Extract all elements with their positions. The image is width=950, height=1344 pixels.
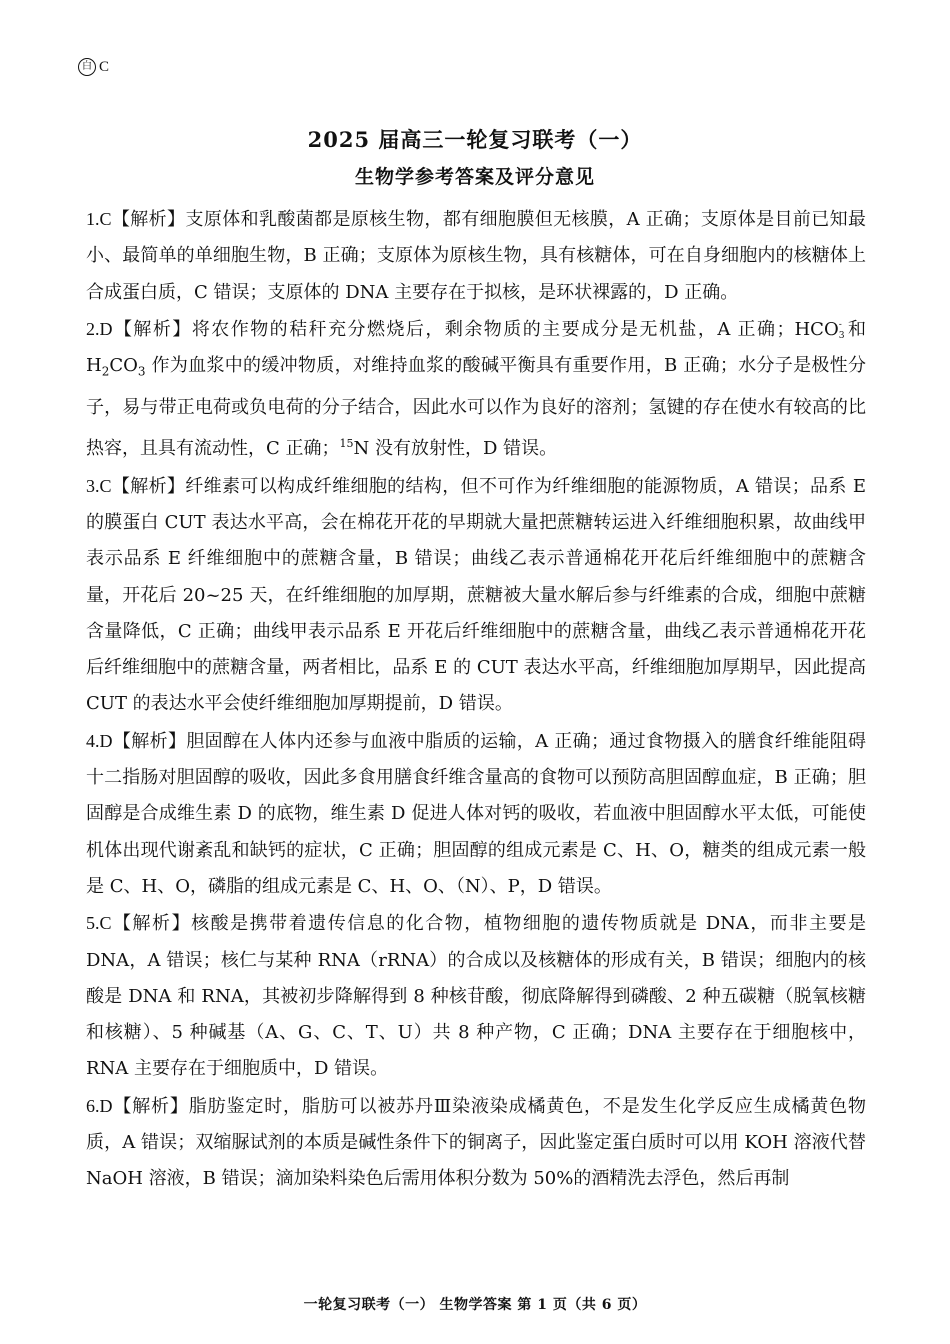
corner-letter: C xyxy=(99,58,110,75)
answer-label: 2.D【解析】 xyxy=(86,318,192,339)
answer-label: 3.C【解析】 xyxy=(86,475,186,496)
answer-text: N 没有放射性，D 错误。 xyxy=(353,438,558,460)
answer-text: 脂肪鉴定时，脂肪可以被苏丹Ⅲ染液染成橘黄色，不是发生化学反应生成橘黄色物质，A 错误；双缩脲试剂的本质是碱性条件下的铜离子，因此鉴定蛋白质时可以用 KOH 溶液代替 NaOH 溶液，B 错误；滴加染料染色后需用体积分数为 50%的酒精洗去浮色，然后再制 xyxy=(86,1095,867,1190)
corner-mark xyxy=(78,58,109,76)
count-sub: 3 xyxy=(838,329,845,341)
page-subtitle: 生物学参考答案及评分意见 xyxy=(354,166,595,188)
isotope-sup: 15 xyxy=(339,437,354,451)
answer-label: 4.D【解析】 xyxy=(86,730,187,751)
count-sub: 3 xyxy=(137,364,146,379)
page-title: 2025 届高三一轮复习联考（一） xyxy=(307,127,643,152)
answer-label: 5.C【解析】 xyxy=(86,913,192,934)
answer-label: 1.C【解析】 xyxy=(86,209,186,229)
answer-text: 和 H xyxy=(86,318,867,377)
answer-list xyxy=(86,201,866,1198)
answer-item-2 xyxy=(86,311,866,468)
answer-text: CO xyxy=(109,355,138,377)
answer-label: 6.D【解析】 xyxy=(86,1095,189,1116)
count-sub: 2 xyxy=(101,364,110,379)
answer-item-3 xyxy=(86,468,866,723)
answer-text: 作为血浆中的缓冲物质，对维持血浆的酸碱平衡具有重要作用，B 正确；水分子是极性分子，易与带正电荷或负电荷的分子结合，因此水可以作为良好的溶剂；氢键的存在使水有较高的比热容，且具有流动性，C 正确； xyxy=(86,355,866,460)
answer-item-6 xyxy=(86,1088,866,1198)
answer-text: 核酸是携带着遗传信息的化合物，植物细胞的遗传物质就是 DNA，而非主要是 DNA，A 错误；核仁与某种 RNA（rRNA）的合成以及核糖体的形成有关，B 错误；细胞内的核酸是 DNA 和 RNA，其被初步降解得到 8 种核苷酸，彻底降解得到磷酸、2 种五碳糖（脱氧核糖和核糖）、5 种碱基（A、G、C、T、U）共 8 种产物，C 正确；DNA 主要存在于细胞核中，RNA 主要存在于细胞质中，D 错误。 xyxy=(86,913,866,1080)
answer-item-5 xyxy=(86,905,866,1087)
answer-item-4 xyxy=(86,723,866,905)
answer-item-1 xyxy=(86,201,866,311)
ion-charge-stack xyxy=(839,319,845,341)
answer-text: 将农作物的秸秆充分燃烧后，剩余物质的主要成分是无机盐，A 正确；HCO xyxy=(191,318,839,340)
answer-text: 支原体和乳酸菌都是原核生物，都有细胞膜但无核膜，A 正确；支原体是目前已知最小、最简单的单细胞生物，B 正确；支原体为原核生物，具有核糖体，可在自身细胞内的核糖体上合成蛋白质，C 错误；支原体的 DNA 主要存在于拟核，是环状裸露的，D 正确。 xyxy=(86,209,866,303)
answer-text: 纤维素可以构成纤维细胞的结构，但不可作为纤维细胞的能源物质，A 错误；品系 E 的膜蛋白 CUT 表达水平高，会在棉花开花的早期就大量把蔗糖转运进入纤维细胞积累，故曲线甲表示品系 E 纤维细胞中的蔗糖含量，B 错误；曲线乙表示普通棉花开花后纤维细胞中的蔗糖含量，开花后 20~25 天，在纤维细胞的加厚期，蔗糖被大量水解后参与纤维素的合成，细胞中蔗糖含量降低，C 正确；曲线甲表示品系 E 开花后纤维细胞中的蔗糖含量，曲线乙表示普通棉花开花后纤维细胞中的蔗糖含量，两者相比，品系 E 的 CUT 表达水平高，纤维细胞加厚期早，因此提高 CUT 的表达水平会使纤维细胞加厚期提前，D 错误。 xyxy=(86,475,866,715)
circled-glyph-icon: 白 xyxy=(78,58,96,76)
answer-text: 胆固醇在人体内还参与血液中脂质的运输，A 正确；通过食物摄入的膳食纤维能阻碍十二指肠对胆固醇的吸收，因此多食用膳食纤维含量高的食物可以预防高胆固醇血症，B 正确；胆固醇是合成维生素 D 的底物，维生素 D 促进人体对钙的吸收，若血液中胆固醇水平太低，可能使机体出现代谢紊乱和缺钙的症状，C 正确；胆固醇的组成元素是 C、H、O，糖类的组成元素一般是 C、H、O，磷脂的组成元素是 C、H、O、（N）、P，D 错误。 xyxy=(86,730,867,897)
page-footer: 一轮复习联考（一） 生物学答案 第 1 页（共 6 页） xyxy=(303,1297,647,1313)
charge-sup: - xyxy=(838,318,842,330)
